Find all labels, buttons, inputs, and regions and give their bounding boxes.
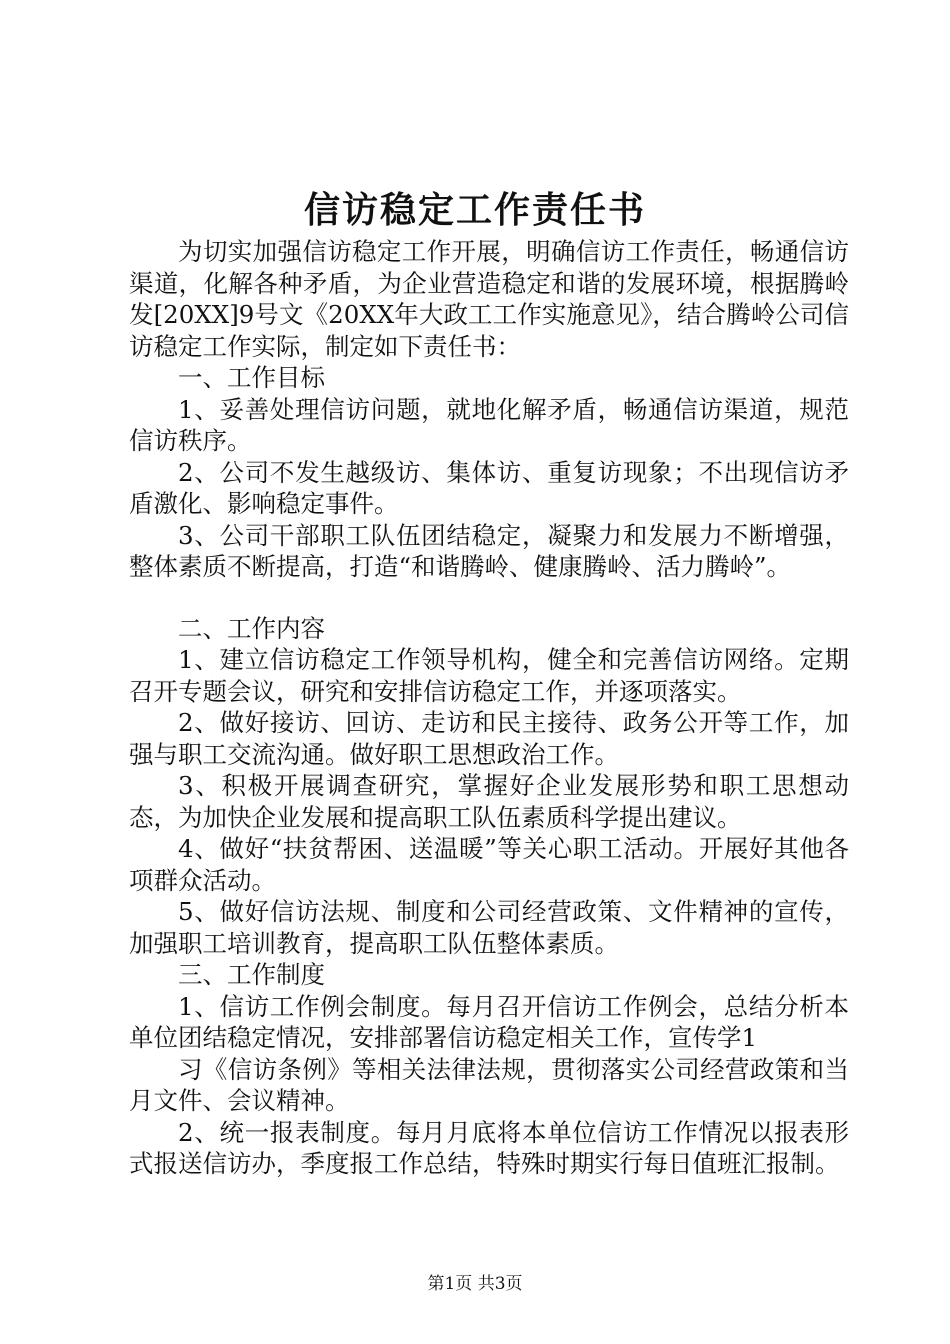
rule-item: 2、统一报表制度。每月月底将本单位信访工作情况以报表形式报送信访办，季度报工作总结，特殊时期实行每日值班汇报制。 [129,1117,849,1178]
goal-item: 1、妥善处理信访问题，就地化解矛盾，畅通信访渠道，规范信访秩序。 [129,394,849,455]
section-heading-content: 二、工作内容 [178,613,325,643]
page-footer: 第1页 共3页 [427,1274,523,1294]
content-item: 4、做好“扶贫帮困、送温暖”等关心职工活动。开展好其他各项群众活动。 [129,834,849,895]
content-item: 2、做好接访、回访、走访和民主接待、政务公开等工作，加强与职工交流沟通。做好职工思想政治工作。 [129,708,849,769]
paragraph-spacer [129,583,849,613]
intro-paragraph: 为切实加强信访稳定工作开展，明确信访工作责任，畅通信访渠道，化解各种矛盾，为企业营造稳定和谐的发展环境，根据腾岭发[20XX]9号文《20XX年大政工工作实施意见》，结合腾岭公司信访稳定工作实际，制定如下责任书： [129,237,849,361]
rule-item-continuation: 习《信访条例》等相关法律法规，贯彻落实公司经营政策和当月文件、会议精神。 [129,1054,849,1115]
content-item: 1、建立信访稳定工作领导机构，健全和完善信访网络。定期召开专题会议，研究和安排信访稳定工作，并逐项落实。 [129,645,849,706]
section-heading-rules: 三、工作制度 [178,960,325,989]
rule-item: 1、信访工作例会制度。每月召开信访工作例会，总结分析本单位团结稳定情况，安排部署信访稳定相关工作，宣传学1 [129,991,849,1052]
goal-item: 3、公司干部职工队伍团结稳定，凝聚力和发展力不断增强，整体素质不断提高，打造“和谐腾岭、健康腾岭、活力腾岭”。 [129,520,849,581]
document-body [129,236,849,1180]
content-item: 3、积极开展调查研究，掌握好企业发展形势和职工思想动态，为加快企业发展和提高职工队伍素质科学提出建议。 [129,771,849,832]
goal-item: 2、公司不发生越级访、集体访、重复访现象；不出现信访矛盾激化、影响稳定事件。 [129,457,849,518]
document-title: 信访稳定工作责任书 [303,189,646,231]
content-item: 5、做好信访法规、制度和公司经营政策、文件精神的宣传，加强职工培训教育，提高职工队伍整体素质。 [129,897,849,958]
section-heading-goals: 一、工作目标 [178,363,325,392]
